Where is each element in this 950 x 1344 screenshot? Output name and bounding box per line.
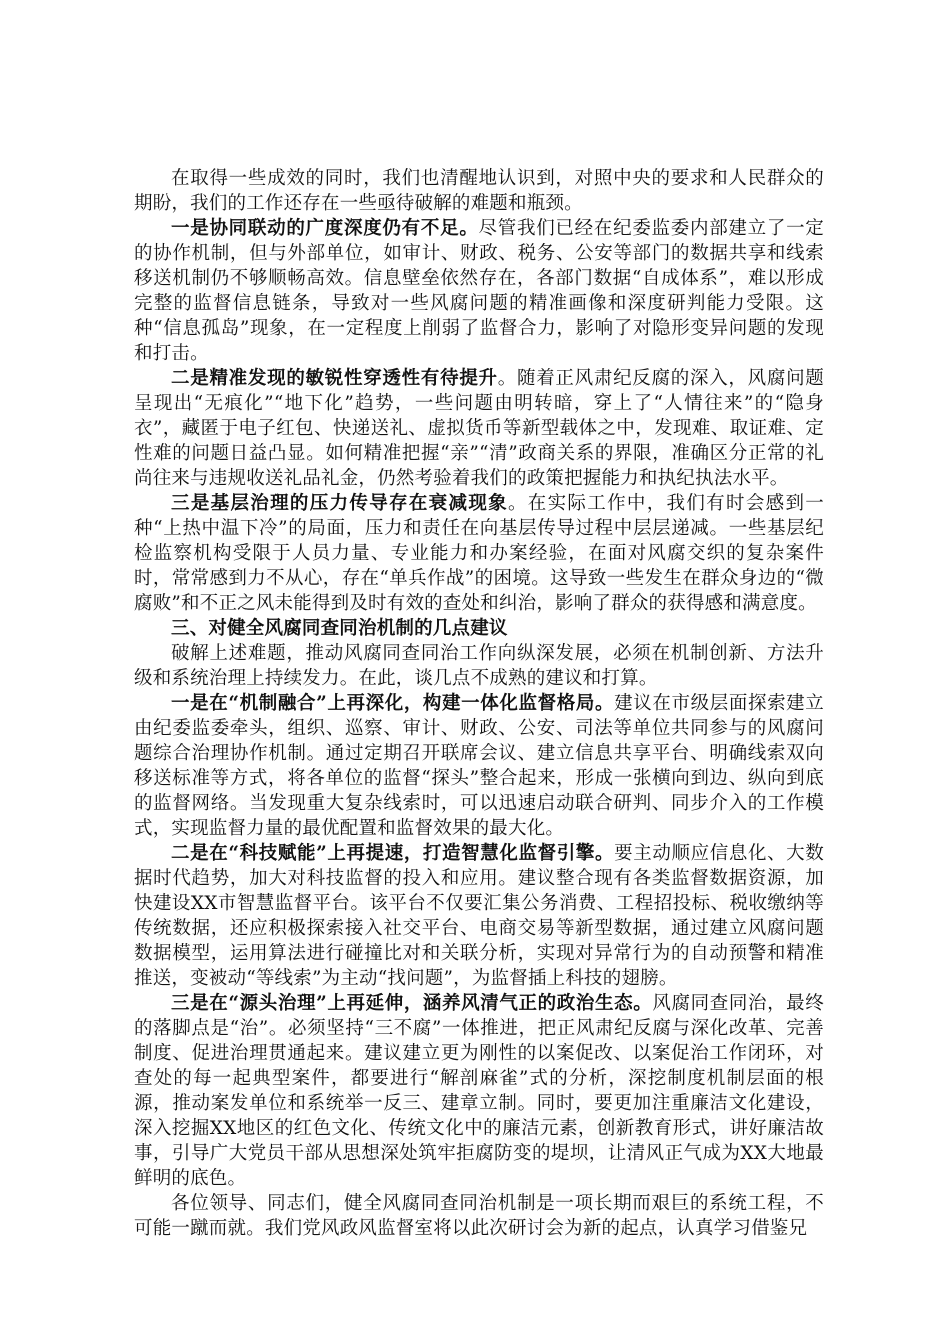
paragraph-lead: 三是基层治理的压力传导存在衰减现象 — [171, 493, 508, 514]
paragraph-text: 建议在市级层面探索建立由纪委监委牵头，组织、巡察、审计、财政、公安、司法等单位共同参与的风腐问题综合治理协作机制。通过定期召开联席会议、建立信息共享平台、明确线索双向移送标准等方式，将各单位的监督“探头”整合起来，形成一张横向到边、纵向到底的监督网络。当发现重大复杂线索时，可以迅速启动联合研判、同步介入的工作模式，实现监督力量的最优配置和监督效果的最大化。 — [134, 693, 825, 839]
paragraph-text: 风腐同查同治，最终的落脚点是“治”。必须坚持“三不腐”一体推进，把正风肃纪反腐与深化改革、完善制度、促进治理贯通起来。建议建立更为刚性的以案促改、以案促治工作闭环，对查处的每一起典型案件，都要进行“解剖麻雀”式的分析，深挖制度机制层面的根源，推动案发单位和系统举一反三、建章立制。同时，要更加注重廉洁文化建设，深入挖掘XX地区的红色文化、传统文化中的廉洁元素，创新教育形式，讲好廉洁故事，引导广大党员干部从思想深处筑牢拒腐防变的堤坝，让清风正气成为XX大地最鲜明的底色。 — [134, 993, 825, 1189]
paragraph-lead: 三是在“源头治理”上再延伸，涵养风清气正的政治生态。 — [171, 993, 653, 1014]
paragraph-lead: 一是协同联动的广度深度仍有不足。 — [171, 218, 479, 239]
paragraph-lead: 二是精准发现的敏锐性穿透性有待提升 — [171, 368, 498, 389]
paragraph-lead: 一是在“机制融合”上再深化，构建一体化监督格局。 — [171, 693, 615, 714]
paragraph-lead: 二是在“科技赋能”上再提速，打造智慧化监督引擎。 — [171, 843, 615, 864]
paragraph-problem-2 — [134, 366, 824, 491]
paragraph-suggest-intro — [134, 641, 824, 691]
paragraph-closing — [134, 1191, 824, 1241]
paragraph-text: 各位领导、同志们，健全风腐同查同治机制是一项长期而艰巨的系统工程，不可能一蹴而就。我们党风政风监督室将以此次研讨会为新的起点，认真学习借鉴兄 — [134, 1193, 824, 1239]
paragraph-suggest-3 — [134, 991, 824, 1191]
paragraph-text: 要主动顺应信息化、大数据时代趋势，加大对科技监督的投入和应用。建议整合现有各类监督数据资源，加快建设XX市智慧监督平台。该平台不仅要汇集公务消费、工程招投标、税收缴纳等传统数据，还应积极探索接入社交平台、电商交易等新型数据，通过建立风腐问题数据模型，运用算法进行碰撞比对和关联分析，实现对异常行为的自动预警和精准推送，变被动“等线索”为主动“找问题”，为监督插上科技的翅膀。 — [134, 843, 825, 989]
paragraph-intro — [134, 166, 824, 216]
paragraph-suggest-2 — [134, 841, 824, 991]
section-heading: 三、对健全风腐同查同治机制的几点建议 — [171, 618, 508, 639]
paragraph-text: 在取得一些成效的同时，我们也清醒地认识到，对照中央的要求和人民群众的期盼，我们的工作还存在一些亟待破解的难题和瓶颈。 — [134, 168, 824, 214]
paragraph-problem-3 — [134, 491, 824, 616]
paragraph-text: 。随着正风肃纪反腐的深入，风腐问题呈现出“无痕化”“地下化”趋势，一些问题由明转暗，穿上了“人情往来”的“隐身衣”，藏匿于电子红包、快递送礼、虚拟货币等新型载体之中，发现难、取证难、定性难的问题日益凸显。如何精准把握“亲”“清”政商关系的界限，准确区分正常的礼尚往来与违规收送礼品礼金，仍然考验着我们的政策把握能力和执纪执法水平。 — [134, 368, 825, 489]
paragraph-text: 。在实际工作中，我们有时会感到一种“上热中温下冷”的局面，压力和责任在向基层传导过程中层层递减。一些基层纪检监察机构受限于人员力量、专业能力和办案经验，在面对风腐交织的复杂案件时，常常感到力不从心，存在“单兵作战”的困境。这导致一些发生在群众身边的“微腐败”和不正之风未能得到及时有效的查处和纠治，影响了群众的获得感和满意度。 — [134, 493, 824, 614]
document-page — [134, 166, 824, 1241]
paragraph-text: 破解上述难题，推动风腐同查同治工作向纵深发展，必须在机制创新、方法升级和系统治理上持续发力。在此，谈几点不成熟的建议和打算。 — [134, 643, 824, 689]
paragraph-problem-1 — [134, 216, 824, 366]
paragraph-suggest-1 — [134, 691, 824, 841]
paragraph-text: 尽管我们已经在纪委监委内部建立了一定的协作机制，但与外部单位，如审计、财政、税务、公安等部门的数据共享和线索移送机制仍不够顺畅高效。信息壁垒依然存在，各部门数据“自成体系”，难以形成完整的监督信息链条，导致对一些风腐问题的精准画像和深度研判能力受限。这种“信息孤岛”现象，在一定程度上削弱了监督合力，影响了对隐形变异问题的发现和打击。 — [134, 218, 825, 364]
